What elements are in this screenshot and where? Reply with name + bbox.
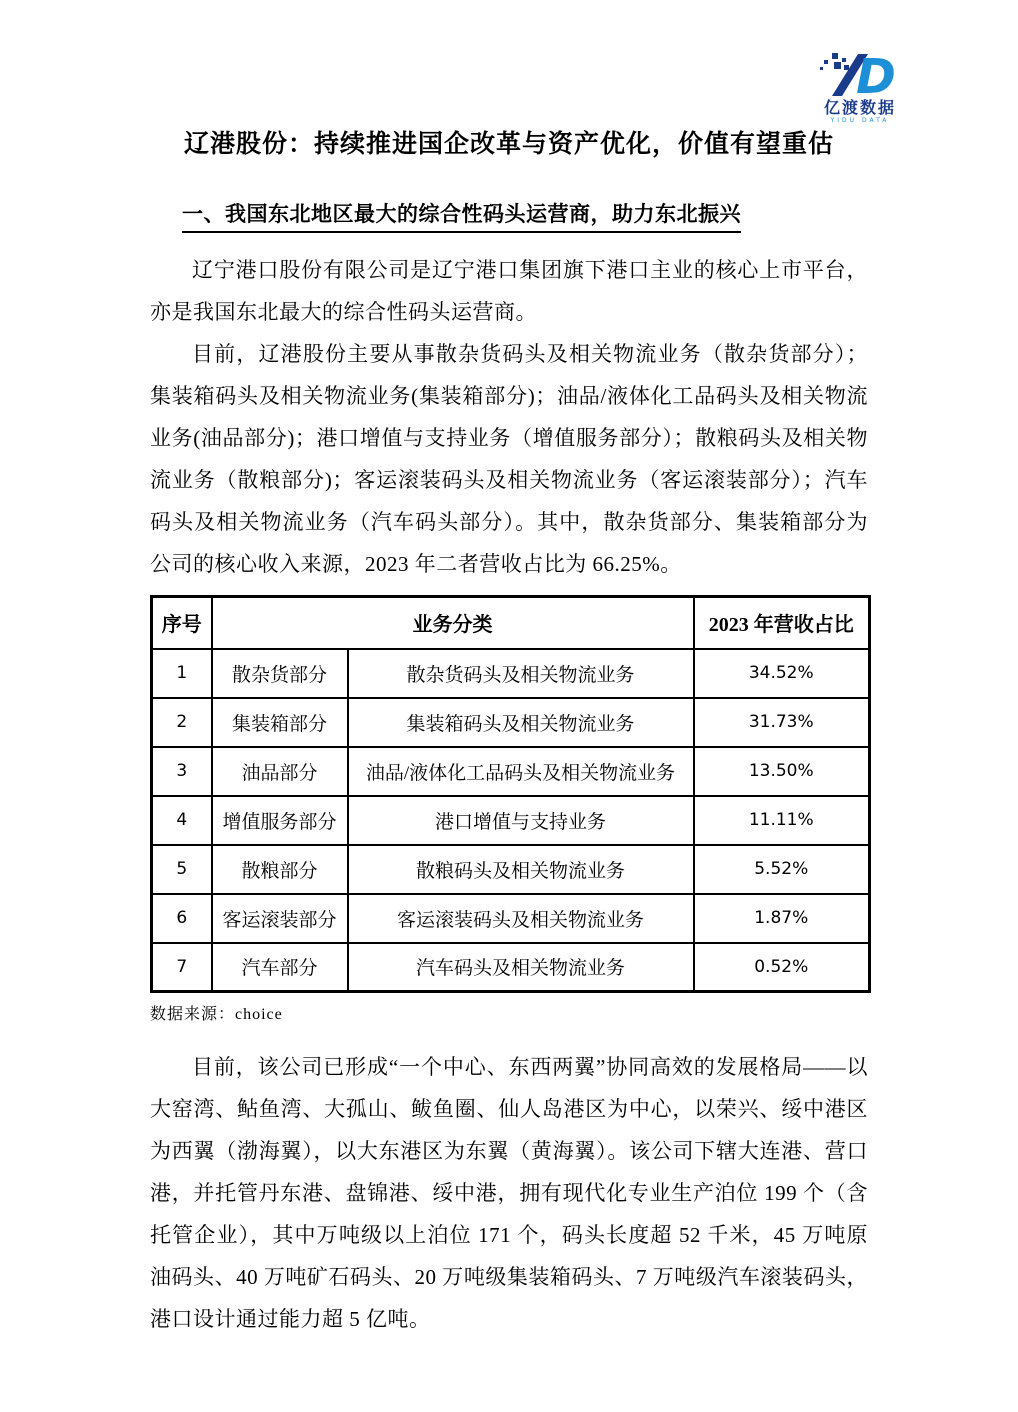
logo-brand-name: 亿渡数据	[823, 98, 896, 117]
row-index-cell: 3	[152, 747, 212, 796]
table-row	[152, 845, 870, 894]
table-row	[152, 747, 870, 796]
table-row	[152, 796, 870, 845]
data-source-note: 数据来源：choice	[150, 1006, 283, 1023]
business-segments-table	[150, 595, 871, 993]
document-title: 辽港股份：持续推进国企改革与资产优化，价值有望重估	[183, 131, 834, 158]
logo-brand-subtitle: YIDU DATA	[830, 117, 890, 124]
segment-business-cell: 散粮码头及相关物流业务	[348, 845, 694, 894]
row-index-cell: 4	[152, 796, 212, 845]
row-index-cell: 7	[152, 943, 212, 992]
segment-business-cell: 港口增值与支持业务	[348, 796, 694, 845]
header-index: 序号	[152, 597, 212, 649]
segment-business-cell: 集装箱码头及相关物流业务	[348, 698, 694, 747]
row-index-cell: 5	[152, 845, 212, 894]
svg-text:D: D	[856, 52, 896, 98]
table-header-row	[152, 597, 870, 649]
yidu-data-logo	[808, 52, 912, 124]
revenue-share-cell: 13.50%	[694, 747, 870, 796]
section-heading: 一、我国东北地区最大的综合性码头运营商，助力东北振兴	[182, 198, 741, 233]
segment-business-cell: 油品/液体化工品码头及相关物流业务	[348, 747, 694, 796]
segment-business-cell: 散杂货码头及相关物流业务	[348, 649, 694, 698]
revenue-share-cell: 5.52%	[694, 845, 870, 894]
table-row	[152, 649, 870, 698]
segment-name-cell: 集装箱部分	[212, 698, 348, 747]
table-row	[152, 943, 870, 992]
paragraph-company-position: 辽宁港口股份有限公司是辽宁港口集团旗下港口主业的核心上市平台，亦是我国东北最大的综合性码头运营商。	[150, 258, 868, 324]
revenue-share-cell: 31.73%	[694, 698, 870, 747]
header-category: 业务分类	[212, 597, 694, 649]
segment-name-cell: 散杂货部分	[212, 649, 348, 698]
segment-name-cell: 汽车部分	[212, 943, 348, 992]
segment-name-cell: 散粮部分	[212, 845, 348, 894]
segment-business-cell: 客运滚装码头及相关物流业务	[348, 894, 694, 943]
segment-name-cell: 油品部分	[212, 747, 348, 796]
row-index-cell: 1	[152, 649, 212, 698]
revenue-share-cell: 0.52%	[694, 943, 870, 992]
paragraph-business-overview: 目前，辽港股份主要从事散杂货码头及相关物流业务（散杂货部分）；集装箱码头及相关物流业务(集装箱部分)；油品/液体化工品码头及相关物流业务(油品部分)；港口增值与支持业务（增值服务部分）；散粮码头及相关物流业务（散粮部分)；客运滚装码头及相关物流业务（客运滚装部分）；汽车码头及相关物流业务（汽车码头部分）。其中，散杂货部分、集装箱部分为公司的核心收入来源，2023 年二者营收占比为 66.25%。	[150, 342, 868, 576]
segment-business-cell: 汽车码头及相关物流业务	[348, 943, 694, 992]
row-index-cell: 6	[152, 894, 212, 943]
segment-name-cell: 客运滚装部分	[212, 894, 348, 943]
yidu-logo-icon	[816, 52, 904, 98]
paragraph-development-layout: 目前，该公司已形成“一个中心、东西两翼”协同高效的发展格局——以大窑湾、鲇鱼湾、大孤山、鲅鱼圈、仙人岛港区为中心，以荣兴、绥中港区为西翼（渤海翼），以大东港区为东翼（黄海翼）。该公司下辖大连港、营口港，并托管丹东港、盘锦港、绥中港，拥有现代化专业生产泊位 199 个（含托管企业），其中万吨级以上泊位 171 个，码头长度超 52 千米，45 万吨原油码头、40 万吨矿石码头、20 万吨级集装箱码头、7 万吨级汽车滚装码头，港口设计通过能力超 5 亿吨。	[150, 1055, 868, 1331]
table-row	[152, 894, 870, 943]
revenue-share-cell: 1.87%	[694, 894, 870, 943]
segment-name-cell: 增值服务部分	[212, 796, 348, 845]
section-heading-row	[150, 198, 868, 233]
header-revenue-share: 2023 年营收占比	[694, 597, 870, 649]
row-index-cell: 2	[152, 698, 212, 747]
table-row	[152, 698, 870, 747]
revenue-share-cell: 34.52%	[694, 649, 870, 698]
revenue-share-cell: 11.11%	[694, 796, 870, 845]
